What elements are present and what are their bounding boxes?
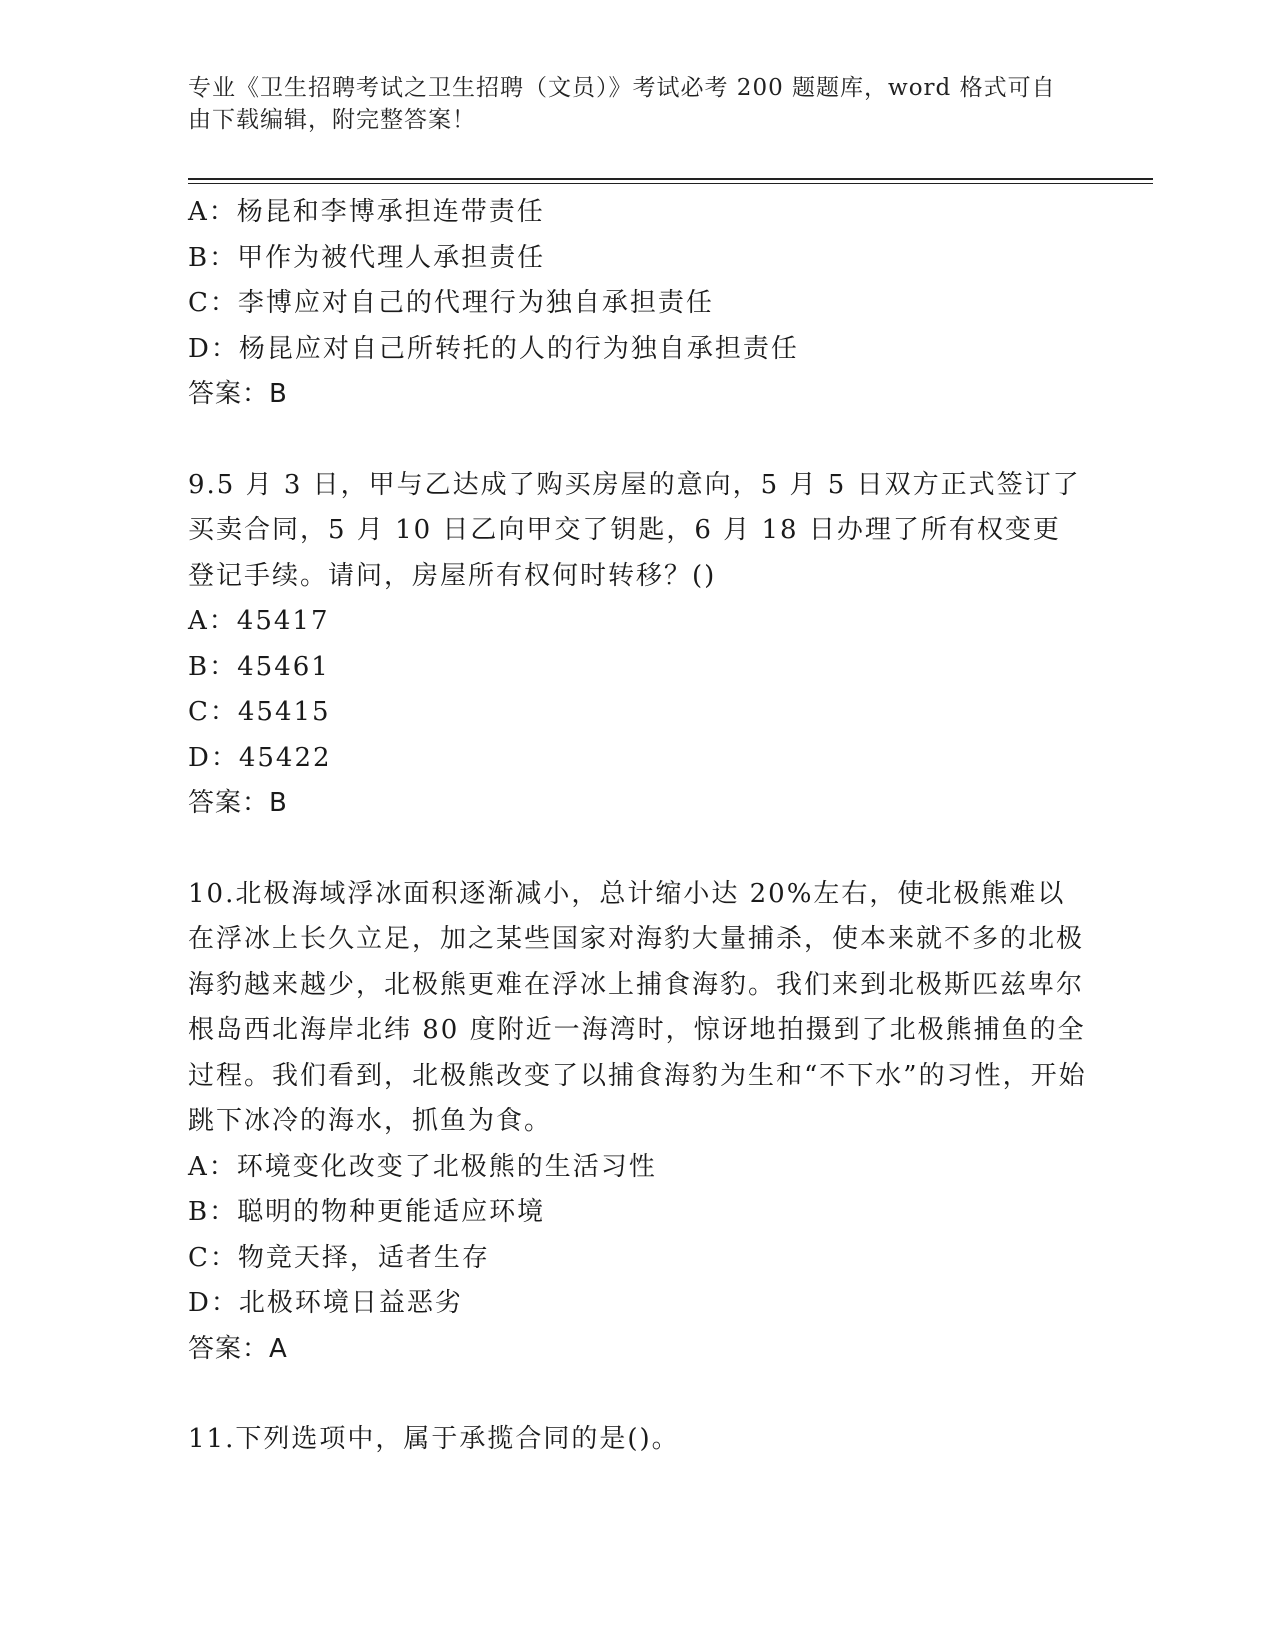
option-d: D：杨昆应对自己所转托的人的行为独自承担责任 <box>188 333 799 364</box>
question-9 <box>188 463 1088 827</box>
question-10 <box>188 872 1088 1373</box>
option-a: A：环境变化改变了北极熊的生活习性 <box>188 1151 657 1182</box>
question-content <box>188 190 1088 1463</box>
option-d: D：45422 <box>188 742 332 773</box>
page-header <box>188 72 1068 136</box>
answer-line: 答案：A <box>188 1333 288 1364</box>
previous-question-block <box>188 190 1088 418</box>
option-a: A：45417 <box>188 606 330 636</box>
option-b: B：聪明的物种更能适应环境 <box>188 1197 546 1227</box>
spacer <box>188 1372 1088 1417</box>
answer-line: 答案：B <box>188 788 288 818</box>
option-b: B：甲作为被代理人承担责任 <box>188 242 546 273</box>
header-text: 专业《卫生招聘考试之卫生招聘（文员）》考试必考 200 题题库，word 格式可自由下载编辑，附完整答案！ <box>188 75 1056 133</box>
question-11 <box>188 1417 1088 1463</box>
answer-line: 答案：B <box>188 379 288 409</box>
spacer <box>188 827 1088 872</box>
spacer <box>188 418 1088 463</box>
option-c: C：李博应对自己的代理行为独自承担责任 <box>188 288 714 318</box>
question-text: 10.北极海域浮冰面积逐渐减小，总计缩小达 20%左右，使北极熊难以在浮冰上长久立足，加之某些国家对海豹大量捕杀，使本来就不多的北极海豹越来越少，北极熊更难在浮冰上捕食海豹。我们来到北极斯匹兹卑尔根岛西北海岸北纬 80 度附近一海湾时，惊讶地拍摄到了北极熊捕鱼的全过程。我们看到，北极熊改变了以捕食海豹为生和“不下水”的习性，开始跳下冰冷的海水，抓鱼为食。 <box>188 878 1087 1136</box>
option-c: C：45415 <box>188 697 331 727</box>
question-text: 11.下列选项中，属于承揽合同的是()。 <box>188 1424 680 1454</box>
option-c: C：物竞天择，适者生存 <box>188 1242 490 1273</box>
option-a: A：杨昆和李博承担连带责任 <box>188 197 545 227</box>
option-b: B：45461 <box>188 651 330 682</box>
question-text: 9.5 月 3 日，甲与乙达成了购买房屋的意向，5 月 5 日双方正式签订了买卖合同，5 月 10 日乙向甲交了钥匙，6 月 18 日办理了所有权变更登记手续。请问，房屋所有权何时转移？() <box>188 469 1081 591</box>
option-d: D：北极环境日益恶劣 <box>188 1288 463 1318</box>
header-divider <box>188 178 1153 184</box>
